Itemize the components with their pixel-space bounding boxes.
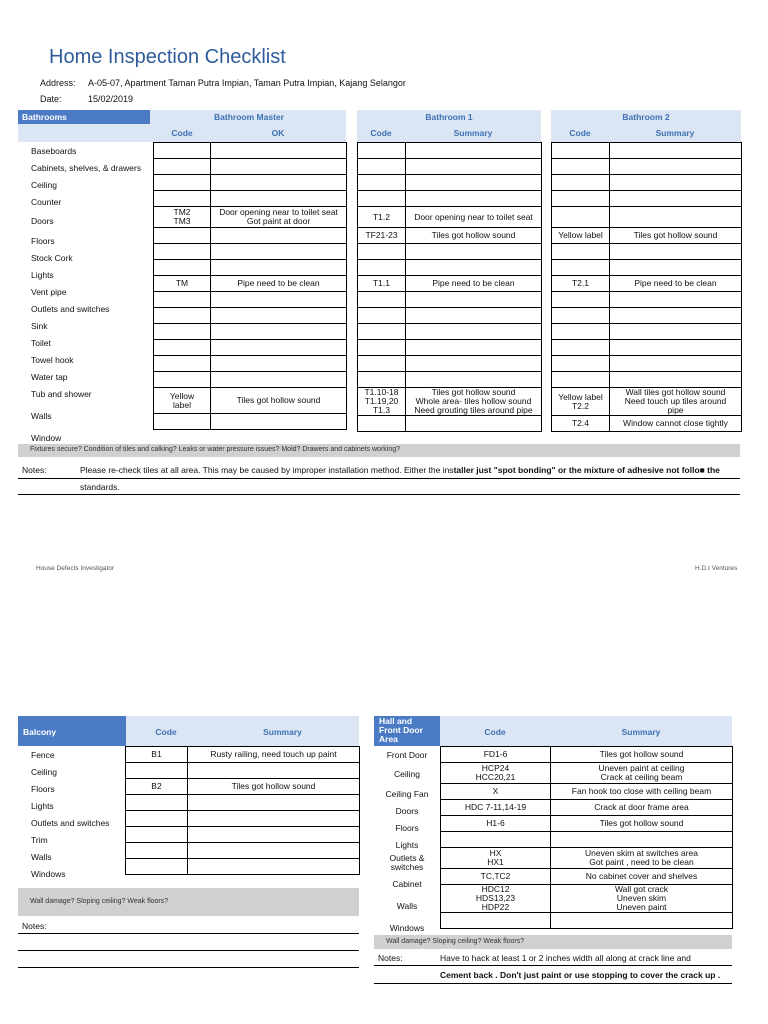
hall-row [441,763,733,784]
bathroom-row-label: Toilet [31,337,51,348]
bathroom-1-row [358,416,542,432]
bathroom-master-code-cell: TM [154,276,211,292]
bathroom-2-header [551,110,741,142]
hall-code-cell: HDC12 HDS13,23 HDP22 [441,885,551,913]
hall-row-label: Cabinet [392,878,422,889]
bathroom-row-label: Window [31,432,62,443]
bathroom-row-label: Vent pipe [31,286,67,297]
bathroom-row-label: Outlets and switches [31,303,110,314]
balcony-summary-cell [188,859,360,875]
hall-summary-header: Summary [621,727,661,737]
bathroom-1-table [357,142,542,432]
bathroom-1-summary-cell: Door opening near to toilet seat [406,207,542,228]
hall-summary-cell: Uneven skim at switches area Got paint , need to be clean [551,848,733,869]
balcony-row-label: Lights [31,800,54,811]
bathroom-master-row [154,388,347,414]
bathroom-1-code-cell [358,372,406,388]
bathroom-2-code-cell: Yellow label T2.2 [552,388,610,416]
bathroom-1-code-cell [358,159,406,175]
bathroom-2-row [552,292,742,308]
bathroom-notes-label: Notes: [22,465,47,475]
bathroom-1-summary-cell [406,260,542,276]
hall-row [441,885,733,913]
bathroom-master-row [154,308,347,324]
bathroom-1-row [358,372,542,388]
bathroom-master-row [154,292,347,308]
bathroom-2-row [552,388,742,416]
hall-summary-cell: Uneven paint at ceiling Crack at ceiling beam [551,763,733,784]
bathroom-2-row [552,356,742,372]
hall-section-title: Hall and Front Door Area [379,716,423,744]
hall-notes-label: Notes: [378,953,403,963]
balcony-summary-cell [188,795,360,811]
bathroom-1-code-cell [358,191,406,207]
bathroom-1-code-cell: T1.2 [358,207,406,228]
bathroom-1-code-header: Code [370,128,392,138]
bathroom-1-code-cell: T1.1 [358,276,406,292]
hall-code-cell: H1-6 [441,816,551,832]
balcony-summary-cell: Tiles got hollow sound [188,779,360,795]
bathroom-1-summary-cell: Tiles got hollow sound [406,228,542,244]
bathroom-2-summary-cell: Window cannot close tightly [610,416,742,432]
bathroom-2-row [552,143,742,159]
hall-summary-cell: Tiles got hollow sound [551,816,733,832]
bathroom-1-row [358,228,542,244]
bathroom-1-row [358,159,542,175]
bathroom-row-label: Counter [31,196,62,207]
bathroom-1-summary-header: Summary [453,128,493,138]
bathroom-1-row [358,292,542,308]
bathroom-2-row [552,191,742,207]
balcony-row [126,779,360,795]
hall-summary-cell [551,913,733,929]
hall-code-cell [441,832,551,848]
hall-code-cell: HCP24 HCC20,21 [441,763,551,784]
bathroom-2-summary-cell [610,159,742,175]
bathroom-2-row [552,244,742,260]
bathroom-notes-text-1: Please re-check tiles at all area. This may be caused by improper installation method. Either the installer just "spot bonding" or the mixture of adhesive not follo■ the [80,465,720,475]
hall-table [440,746,733,929]
hall-summary-cell [551,832,733,848]
bathroom-2-row [552,175,742,191]
hall-row-label: Windows [389,922,425,933]
bathroom-2-summary-cell: Wall tiles got hollow sound Need touch up tiles around pipe [610,388,742,416]
bathroom-row-label: Floors [31,235,55,246]
bathroom-row-label: Walls [31,410,52,421]
bathroom-master-ok-cell [211,244,347,260]
bathroom-1-row [358,388,542,416]
balcony-row-label: Fence [31,749,55,760]
bathroom-master-code-cell [154,372,211,388]
balcony-summary-cell: Rusty railing, need touch up paint [188,747,360,763]
hall-row [441,747,733,763]
bathroom-1-code-cell [358,340,406,356]
hall-notes-text-2: Cement back . Don't just paint or use stopping to cover the crack up . [440,970,721,980]
bathroom-master-ok-cell [211,340,347,356]
hall-code-cell [441,913,551,929]
balcony-row-label: Outlets and switches [31,817,110,828]
bathroom-1-code-cell [358,260,406,276]
bathroom-master-code-cell [154,175,211,191]
balcony-row [126,747,360,763]
hall-notes-text-1: Have to hack at least 1 or 2 inches width all along at crack line and [440,953,691,963]
bathroom-master-code-cell [154,414,211,430]
bathroom-master-ok-cell [211,191,347,207]
bathroom-1-summary-cell: Tiles got hollow sound Whole area- tiles hollow sound Need grouting tiles around pipe [406,388,542,416]
bathroom-row-label: Cabinets, shelves, & drawers [31,162,142,173]
bathroom-master-code-cell [154,191,211,207]
balcony-prompt: Wall damage? Sloping ceiling? Weak floors? [18,888,359,916]
bathroom-1-row [358,356,542,372]
notes-divider [18,478,740,479]
bathroom-1-code-cell: TF21-23 [358,228,406,244]
notes-divider [18,933,359,934]
hall-header [374,716,732,746]
hall-row-label: Ceiling Fan [385,788,429,799]
bathroom-2-summary-cell [610,260,742,276]
hall-row-label: Walls [396,900,418,911]
balcony-code-cell: B1 [126,747,188,763]
balcony-code-cell [126,763,188,779]
bathroom-1-code-cell [358,416,406,432]
bathroom-master-code-cell [154,260,211,276]
bathroom-1-row [358,260,542,276]
bathroom-2-summary-cell [610,191,742,207]
balcony-row-label: Walls [31,851,52,862]
bathroom-row-label: Towel hook [31,354,74,365]
bathroom-2-summary-cell [610,324,742,340]
date-label: Date: [40,94,62,104]
bathroom-2-summary-cell [610,207,742,228]
bathroom-1-code-cell [358,244,406,260]
bathroom-row-label: Water tap [31,371,68,382]
bathroom-2-title: Bathroom 2 [622,112,670,122]
bathroom-2-table [551,142,742,432]
bathroom-2-summary-cell [610,340,742,356]
address-value: A-05-07, Apartment Taman Putra Impian, Taman Putra Impian, Kajang Selangor [88,78,406,88]
bathroom-1-summary-cell [406,159,542,175]
bathroom-2-summary-cell: Tiles got hollow sound [610,228,742,244]
bathroom-master-code-cell: TM2 TM3 [154,207,211,228]
bathroom-1-row [358,175,542,191]
bathroom-2-code-cell [552,356,610,372]
balcony-row [126,827,360,843]
bathroom-2-code-cell [552,143,610,159]
notes-divider [374,983,732,984]
hall-row-label: Doors [395,805,419,816]
bathrooms-section-title: Bathrooms [22,112,67,122]
bathroom-master-row [154,244,347,260]
balcony-code-cell [126,859,188,875]
bathroom-master-ok-cell [211,143,347,159]
bathroom-2-row [552,340,742,356]
balcony-code-cell [126,795,188,811]
bathroom-1-code-cell [358,175,406,191]
balcony-summary-cell [188,843,360,859]
bathroom-master-ok-cell [211,175,347,191]
bathroom-1-header [357,110,541,142]
bathroom-2-code-cell: Yellow label [552,228,610,244]
notes-divider [18,950,359,951]
bathroom-row-label: Lights [31,269,54,280]
bathroom-2-summary-cell: Pipe need to be clean [610,276,742,292]
footer-left: House Defects Investigator [36,565,115,572]
hall-code-cell: HDC 7-11,14-19 [441,800,551,816]
balcony-summary-header: Summary [263,727,302,737]
bathroom-1-code-cell [358,143,406,159]
bathroom-master-code-cell [154,159,211,175]
hall-row-label: Ceiling [394,769,420,779]
bathroom-1-summary-cell [406,308,542,324]
bathroom-2-code-cell [552,191,610,207]
bathroom-master-header [18,110,346,142]
bathroom-1-row [358,276,542,292]
bathroom-row-label: Ceiling [31,179,57,190]
bathroom-1-row [358,207,542,228]
bathroom-2-row [552,207,742,228]
bathroom-master-row [154,159,347,175]
bathroom-notes-text-2: standards. [80,482,120,492]
bathroom-1-code-cell [358,308,406,324]
bathroom-master-code-cell [154,292,211,308]
bathroom-2-code-cell [552,260,610,276]
bathroom-master-code-cell [154,340,211,356]
bathroom-1-row [358,324,542,340]
bathroom-1-title: Bathroom 1 [425,112,473,122]
bathroom-1-summary-cell [406,175,542,191]
bathroom-2-code-cell [552,340,610,356]
hall-row [441,816,733,832]
bathroom-master-code-header: Code [171,128,193,138]
bathroom-2-code-header: Code [569,128,591,138]
hall-row-label: Lights [395,839,419,850]
bathroom-master-ok-cell: Tiles got hollow sound [211,388,347,414]
bathroom-1-summary-cell [406,372,542,388]
bathroom-master-ok-cell [211,372,347,388]
footer-right: H.D.I Ventures [695,565,738,572]
bathroom-master-code-cell: Yellow label [154,388,211,414]
bathroom-master-ok-cell [211,414,347,430]
balcony-summary-cell [188,827,360,843]
bathroom-1-code-cell [358,324,406,340]
bathroom-2-row [552,228,742,244]
hall-summary-cell: Fan hook too close with ceiling beam [551,784,733,800]
balcony-row-label: Floors [31,783,55,794]
bathroom-1-summary-cell [406,292,542,308]
hall-summary-cell: Tiles got hollow sound [551,747,733,763]
bathroom-row-label: Tub and shower [31,388,92,399]
bathroom-2-code-cell [552,175,610,191]
hall-code-cell: TC,TC2 [441,869,551,885]
bathroom-row-label: Baseboards [31,145,77,156]
hall-code-header: Code [484,727,506,737]
balcony-summary-cell [188,811,360,827]
bathroom-master-row [154,414,347,430]
bathroom-row-label: Doors [31,216,54,226]
bathroom-2-code-cell [552,207,610,228]
bathroom-master-row [154,143,347,159]
bathroom-2-row [552,416,742,432]
bathroom-1-summary-cell: Pipe need to be clean [406,276,542,292]
bathroom-2-summary-cell [610,244,742,260]
bathroom-1-row [358,244,542,260]
bathroom-1-row [358,340,542,356]
date-value: 15/02/2019 [88,94,134,104]
bathroom-1-summary-cell [406,143,542,159]
bathroom-1-summary-cell [406,191,542,207]
balcony-row [126,795,360,811]
bathroom-2-row [552,372,742,388]
bathroom-2-code-cell: T2.1 [552,276,610,292]
bathroom-1-summary-cell [406,356,542,372]
bathroom-master-code-cell [154,324,211,340]
bathroom-master-code-cell [154,308,211,324]
balcony-row [126,811,360,827]
bathroom-2-code-cell [552,244,610,260]
bathroom-master-row [154,340,347,356]
bathroom-1-summary-cell [406,416,542,432]
bathroom-master-ok-cell [211,228,347,244]
notes-divider [18,494,740,495]
bathroom-master-row [154,324,347,340]
bathroom-1-code-cell [358,292,406,308]
hall-row-label: Front Door [386,749,428,760]
bathroom-master-ok-cell [211,292,347,308]
bathroom-2-code-cell [552,292,610,308]
hall-row-label: Outlets & switches [389,853,425,872]
bathroom-1-summary-cell [406,340,542,356]
balcony-code-cell [126,843,188,859]
balcony-code-cell [126,811,188,827]
bathroom-master-code-cell [154,143,211,159]
bathroom-master-row [154,228,347,244]
bathroom-2-summary-header: Summary [655,128,695,138]
notes-divider [374,965,732,966]
balcony-row [126,859,360,875]
bathroom-master-row [154,276,347,292]
hall-row [441,848,733,869]
bathroom-2-code-cell: T2.4 [552,416,610,432]
balcony-row-label: Ceiling [31,766,57,777]
bathroom-master-ok-header: OK [271,128,285,138]
balcony-table [125,746,360,875]
bathroom-2-summary-cell [610,143,742,159]
hall-row [441,800,733,816]
hall-summary-cell: No cabinet cover and shelves [551,869,733,885]
bathroom-2-row [552,308,742,324]
bathroom-1-row [358,143,542,159]
bathroom-master-ok-cell: Pipe need to be clean [211,276,347,292]
bathroom-master-ok-cell [211,356,347,372]
hall-row [441,784,733,800]
hall-prompt: Wall damage? Sloping ceiling? Weak floors? [374,935,732,949]
bathroom-master-title: Bathroom Master [214,112,284,122]
bathroom-master-row [154,356,347,372]
balcony-summary-cell [188,763,360,779]
bathroom-row-label: Stock Cork [31,252,73,263]
bathroom-2-row [552,324,742,340]
balcony-code-cell [126,827,188,843]
bathroom-row-label: Sink [31,320,48,331]
bathroom-master-code-cell [154,244,211,260]
hall-row [441,913,733,929]
balcony-notes-label: Notes: [22,921,47,931]
bathroom-master-row [154,372,347,388]
bathroom-2-code-cell [552,159,610,175]
bathroom-1-summary-cell [406,324,542,340]
page-title: Home Inspection Checklist [49,46,286,68]
hall-row [441,869,733,885]
hall-summary-cell: Crack at door frame area [551,800,733,816]
bathroom-master-table [153,142,347,430]
bathroom-master-row [154,175,347,191]
bathroom-2-summary-cell [610,308,742,324]
bathroom-2-code-cell [552,372,610,388]
bathroom-master-ok-cell [211,260,347,276]
bathroom-2-summary-cell [610,292,742,308]
balcony-code-header: Code [155,727,177,737]
bathroom-1-row [358,308,542,324]
bathroom-1-code-cell [358,356,406,372]
bathroom-2-row [552,260,742,276]
hall-row [441,832,733,848]
balcony-row-label: Windows [31,868,66,879]
bathroom-master-row [154,191,347,207]
address-label: Address: [40,78,76,88]
hall-code-cell: FD1-6 [441,747,551,763]
bathroom-2-row [552,159,742,175]
balcony-code-cell: B2 [126,779,188,795]
bathroom-2-row [552,276,742,292]
hall-summary-cell: Wall got crack Uneven skim Uneven paint [551,885,733,913]
bathroom-master-row [154,207,347,228]
bathroom-master-row [154,260,347,276]
hall-code-cell: HX HX1 [441,848,551,869]
bathroom-1-code-cell: T1.10-18 T1.19,20 T1.3 [358,388,406,416]
bathroom-prompt: Fixtures secure? Condition of tiles and calking? Leaks or water pressure issues? Mold? Drawers and cabinets working? [18,444,740,457]
bathroom-1-summary-cell [406,244,542,260]
bathroom-2-summary-cell [610,372,742,388]
bathroom-1-row [358,191,542,207]
balcony-section-title: Balcony [23,727,57,737]
balcony-row [126,763,360,779]
bathroom-master-ok-cell [211,324,347,340]
bathroom-master-ok-cell [211,159,347,175]
bathroom-master-code-cell [154,356,211,372]
balcony-row-label: Trim [31,834,48,845]
bathroom-master-ok-cell [211,308,347,324]
bathroom-master-ok-cell: Door opening near to toilet seat Got paint at door [211,207,347,228]
bathroom-2-code-cell [552,324,610,340]
bathroom-2-summary-cell [610,175,742,191]
hall-row-label: Floors [395,822,419,833]
notes-divider [18,967,359,968]
bathroom-2-code-cell [552,308,610,324]
bathroom-master-code-cell [154,228,211,244]
balcony-header [18,716,359,746]
bathroom-2-summary-cell [610,356,742,372]
balcony-row [126,843,360,859]
hall-code-cell: X [441,784,551,800]
